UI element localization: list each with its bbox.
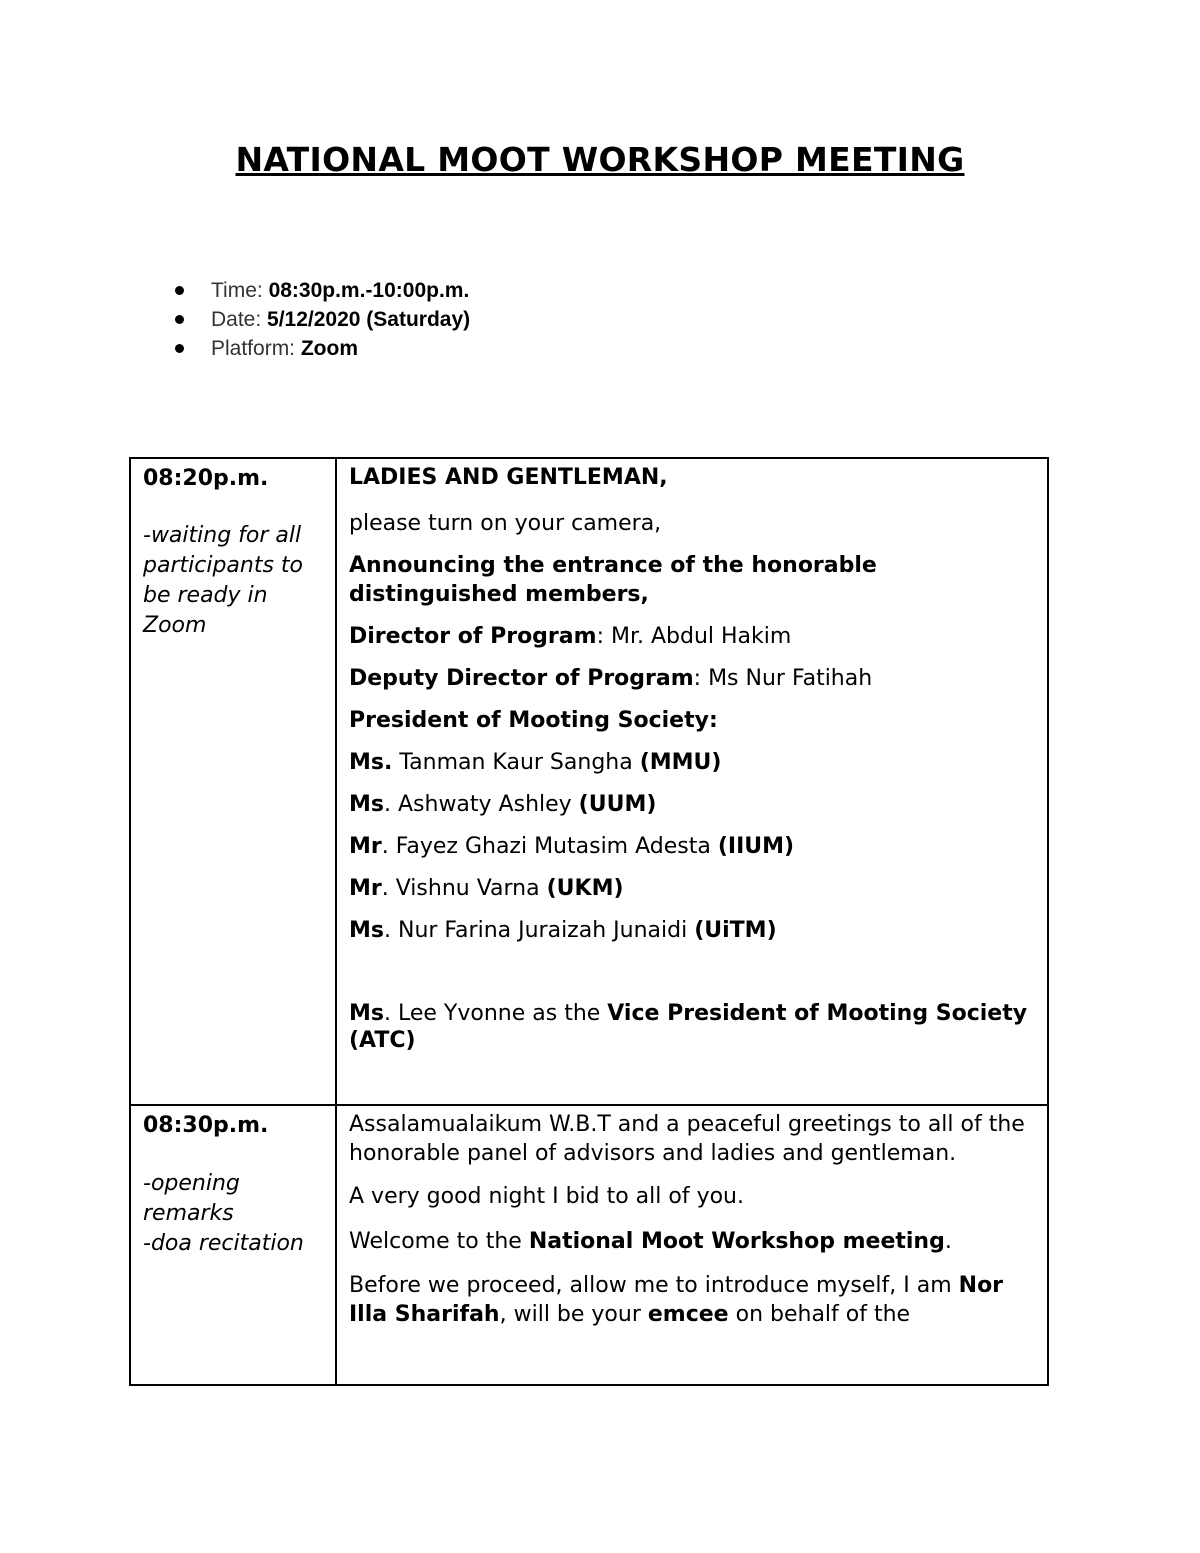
separator: : (693, 666, 709, 691)
row-time: 08:30p.m. (143, 1113, 269, 1138)
role: Deputy Director of Program (349, 666, 694, 691)
document-title: NATIONAL MOOT WORKSHOP MEETING (235, 140, 965, 179)
detail-value: 5/12/2020 (Saturday) (267, 308, 471, 331)
member-line (349, 874, 1035, 903)
member-line (349, 916, 1035, 945)
row-note: Zoom (143, 613, 207, 638)
agenda-row (130, 1105, 1048, 1385)
intro-mid: , will be your (499, 1302, 648, 1327)
row-note: -doa recitation (143, 1231, 304, 1256)
row-note: -waiting for all (143, 523, 302, 548)
member-title: Mr (349, 876, 382, 901)
detail-label: Date: (211, 308, 268, 331)
vp-text: . Lee Yvonne as the (384, 1001, 608, 1026)
vice-president-line (349, 1000, 1035, 1054)
meeting-details-list (175, 276, 470, 363)
member-title: Ms (349, 1001, 384, 1026)
time-cell (130, 458, 336, 1105)
script-cell (336, 458, 1048, 1105)
event-name: National Moot Workshop meeting (528, 1229, 945, 1254)
role: Director of Program (349, 624, 597, 649)
president-heading: President of Mooting Society: (349, 708, 718, 733)
time-cell (130, 1105, 336, 1385)
script-cell (336, 1105, 1048, 1385)
intro-line (349, 1271, 1035, 1329)
greeting: LADIES AND GENTLEMAN, (349, 465, 668, 490)
emcee-role: emcee (647, 1302, 729, 1327)
member-line (349, 790, 1035, 819)
detail-platform (175, 334, 470, 363)
goodnight-text: A very good night I bid to all of you. (349, 1184, 744, 1209)
detail-value: 08:30p.m.-10:00p.m. (268, 279, 470, 302)
row-note: be ready in (143, 583, 268, 608)
member-line (349, 832, 1035, 861)
member-university: (UUM) (578, 792, 657, 817)
agenda-table (129, 457, 1049, 1386)
row-time: 08:20p.m. (143, 466, 269, 491)
welcome-pre: Welcome to the (349, 1229, 529, 1254)
member-name: . Vishnu Varna (381, 876, 547, 901)
member-university: (IIUM) (717, 834, 795, 859)
vp-role: Vice President of Mooting Society (ATC) (349, 1001, 1028, 1053)
person-name: Mr. Abdul Hakim (610, 624, 792, 649)
member-title: Ms (349, 792, 384, 817)
salam-text: Assalamualaikum W.B.T and a peaceful greetings to all of the honorable panel of advisors and ladies and gentleman. (349, 1112, 1025, 1166)
member-name: . Nur Farina Juraizah Junaidi (384, 918, 695, 943)
member-title: Ms. (349, 750, 393, 775)
detail-value: Zoom (300, 337, 359, 360)
detail-label: Time: (211, 279, 269, 302)
detail-date (175, 305, 470, 334)
member-name: Tanman Kaur Sangha (392, 750, 640, 775)
member-name: . Fayez Ghazi Mutasim Adesta (381, 834, 718, 859)
row-note: -opening (143, 1171, 240, 1196)
intro-pre: Before we proceed, allow me to introduce myself, I am (349, 1273, 959, 1298)
row-note: participants to (143, 553, 303, 578)
member-university: (MMU) (639, 750, 722, 775)
emcee-name: Nor Illa Sharifah (349, 1273, 1004, 1327)
row-note: remarks (143, 1201, 234, 1226)
member-title: Ms (349, 918, 384, 943)
member-university: (UKM) (546, 876, 624, 901)
separator: : (596, 624, 611, 649)
person-name: Ms Nur Fatihah (708, 666, 873, 691)
deputy-line (349, 664, 1035, 693)
intro-post: on behalf of the (728, 1302, 911, 1327)
welcome-line (349, 1227, 1035, 1256)
member-name: . Ashwaty Ashley (384, 792, 579, 817)
member-title: Mr (349, 834, 382, 859)
member-university: (UiTM) (694, 918, 777, 943)
detail-label: Platform: (211, 337, 301, 360)
announcement: Announcing the entrance of the honorable distinguished members, (349, 553, 877, 607)
detail-time (175, 276, 470, 305)
camera-request: please turn on your camera, (349, 511, 662, 536)
director-line (349, 622, 1035, 651)
welcome-post: . (944, 1229, 952, 1254)
agenda-row (130, 458, 1048, 1105)
member-line (349, 748, 1035, 777)
